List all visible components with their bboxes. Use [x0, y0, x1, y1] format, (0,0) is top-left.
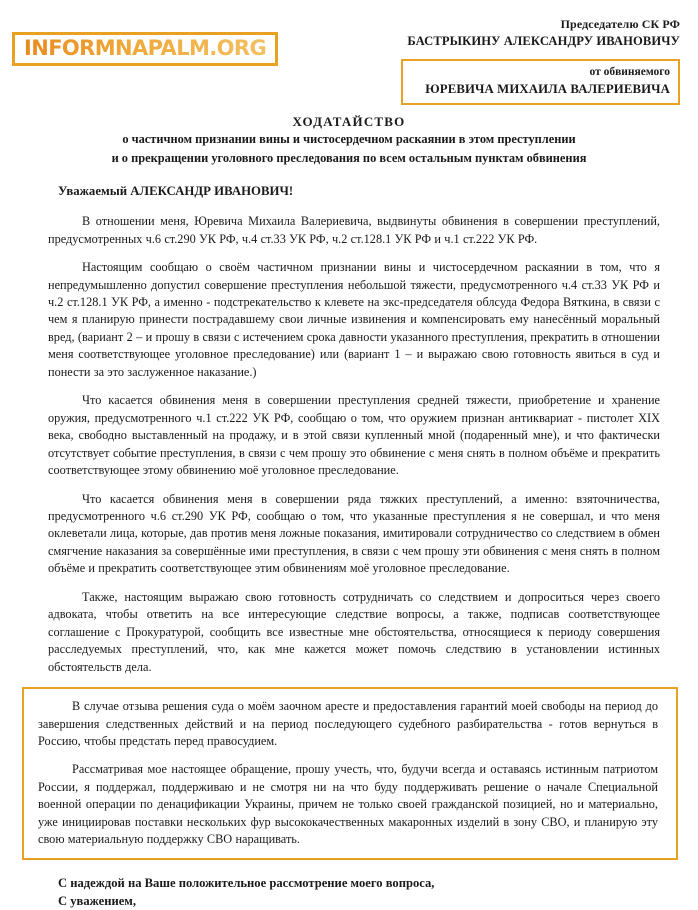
accused-name: ЮРЕВИЧА МИХАИЛА ВАЛЕРИЕВИЧА [425, 81, 670, 96]
title-subtitle-line-1: о частичном признании вины и чистосердечном раскаянии в этом преступлении [122, 132, 576, 146]
highlight-paragraph-2: Рассматривая мое настоящее обращение, прошу учесть, что, будучи всегда и оставаясь истинным патриотом России, я поддержал, поддерживаю и не смотря ни на что буду поддерживать решение о начале Специальной военной операции по денацификации Украины, причем не только своей гражданской позицией, но и материально, уже инициировав поставки нескольких фур высококачественных макаронных изделий в зону СВО, и планирую эту свою материальную поддержку СВО наращивать. [38, 762, 658, 847]
informnapalm-logo [12, 32, 278, 66]
highlight-paragraph-1: В случае отзыва решения суда о моём заочном аресте и предоставления гарантий моей свободы на период до завершения следственных действий и на период последующего судебного разбирательства - готов вернуться в Россию, чтобы предстать перед правосудием. [38, 699, 658, 748]
highlighted-passage-box [22, 687, 678, 860]
paragraph-5: Также, настоящим выражаю свою готовность сотрудничать со следствием и допроситься через своего адвоката, чтобы ответить на все интересующие следствие вопросы, а также, подписав соответствующее соглашение с Прокуратурой, сообщить все известные мне обстоятельства, относящиеся к периоду совершения расследуемых преступлений, что, как мне кажется может помочь следствию в установлении истинных обстоятельств дела. [48, 589, 660, 674]
addressee-name: БАСТРЫКИНУ АЛЕКСАНДРУ ИВАНОВИЧУ [407, 33, 680, 48]
paragraph-1: В отношении меня, Юревича Михаила Валериевича, выдвинуты обвинения в совершении преступлений, предусмотренных ч.6 ст.290 УК РФ, ч.4 ст.33 УК РФ, ч.2 ст.128.1 УК РФ и ч.1 ст.222 УК РФ. [48, 214, 660, 246]
paragraph-3: Что касается обвинения меня в совершении преступления средней тяжести, приобретение и хранение оружия, предусмотренного ч.1 ст.222 УК РФ, сообщаю о том, что оружием признан антиквариат - пистолет XIX века, свободно выставленный на продажу, и в этой связи купленный мной (подаренный мне), и что фактически отсутствует событие преступления, в связи с чем прошу это обвинение с меня снять в полном объёме и прекратить соответствующее этому обвинению моё уголовное преследование. [48, 393, 660, 478]
page-title: ХОДАТАЙСТВО [292, 114, 406, 129]
paragraph-2: Настоящим сообщаю о своём частичном признании вины и чистосердечном раскаянии в том, что я непредумышленно допустил совершение преступления небольшой тяжести, предусмотренного ч.4 ст.33 УК РФ и ч.2 ст.128.1 УК РФ, а именно - подстрекательство к клевете на экс-председателя облсуда Федора Вяткина, в связи с чем я планирую принести пострадавшему свои личные извинения и компенсировать ему нанесённый моральный вред, (вариант 2 – и прошу в связи с истечением срока давности указанного преступления, прекратить в отношении меня соответствующее уголовное преследование) или (вариант 1 – и выражаю свою готовность явиться в суд и понести за это заслуженное наказание.) [48, 260, 660, 379]
closing-block [58, 874, 698, 910]
paragraph-4: Что касается обвинения меня в совершении ряда тяжких преступлений, а именно: взяточничества, предусмотренного ч.6 ст.290 УК РФ, сообщаю о том, что указанные преступления я не совершал, и что меня оклеветали лица, которые, дав против меня ложные показания, имитировали сотрудничество со следствием в обмен смягчение наказания за совершённые ими преступления, в связи с чем прошу эти обвинения с меня снять в полном объёме и прекратить соответствующее этим обвинениям моё уголовное преследование. [48, 491, 660, 576]
salutation: Уважаемый АЛЕКСАНДР ИВАНОВИЧ! [58, 184, 294, 199]
document-header [0, 0, 698, 108]
logo-text: INFORMNAPALM.ORG [24, 36, 267, 60]
document-title-block [0, 114, 698, 167]
accused-box [401, 59, 680, 105]
closing-line-2: С уважением, [58, 893, 137, 908]
document-body [0, 213, 698, 676]
addressee-title: Председателю СК РФ [560, 17, 680, 31]
accused-from-label: от обвиняемого [589, 66, 670, 78]
title-subtitle-line-2: и о прекращении уголовного преследования по всем остальным пунктам обвинения [111, 150, 587, 165]
closing-line-1: С надеждой на Ваше положительное рассмотрение моего вопроса, [58, 875, 435, 890]
addressee-block [407, 16, 680, 50]
